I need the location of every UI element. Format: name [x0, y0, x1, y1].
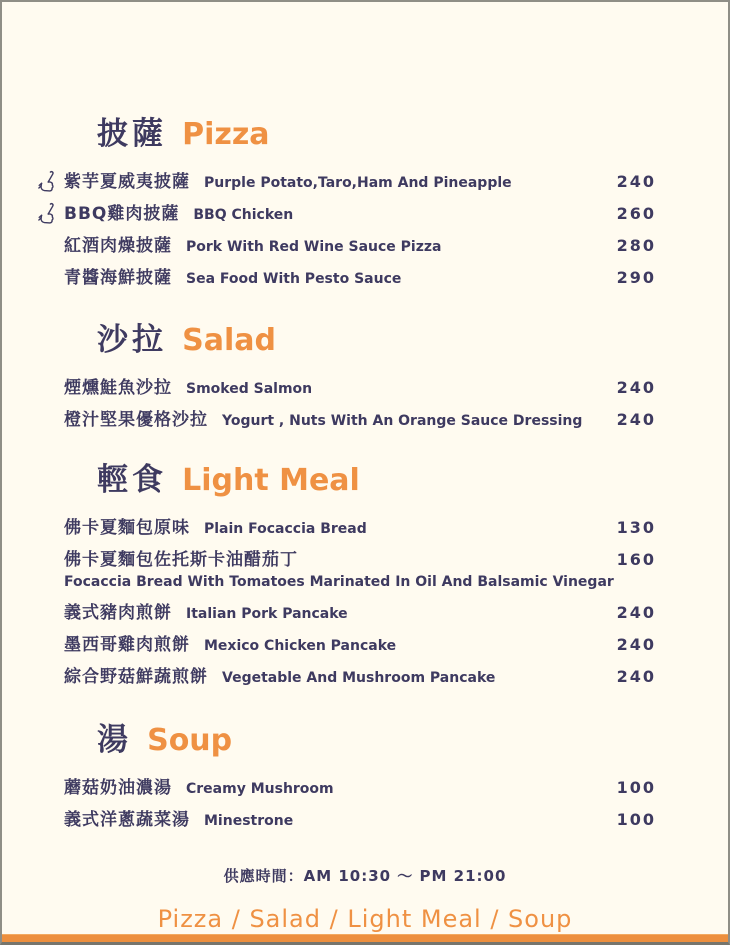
item-price: 100 — [616, 810, 656, 829]
item-price: 240 — [616, 378, 656, 397]
section-items — [2, 173, 728, 288]
section-items — [2, 779, 728, 830]
item-price: 160 — [616, 550, 656, 569]
menu-item-line — [64, 636, 656, 655]
item-name-en: Minestrone — [204, 813, 294, 829]
menu-item-row — [2, 269, 728, 288]
item-name-en: Plain Focaccia Bread — [204, 521, 367, 537]
item-name-zh: 橙汁堅果優格沙拉 — [64, 410, 208, 430]
item-name-en: Yogurt , Nuts With An Orange Sauce Dressing — [222, 413, 583, 429]
menu-item-row — [2, 811, 728, 830]
menu-item-row — [2, 411, 728, 430]
menu-item-line — [64, 237, 656, 256]
section-items — [2, 519, 728, 687]
menu-item-row — [2, 779, 728, 798]
section-title-en: Soup — [147, 723, 233, 758]
section-salad — [2, 316, 728, 443]
item-description: Focaccia Bread With Tomatoes Marinated In Oil And Balsamic Vinegar — [64, 574, 614, 590]
item-name-zh: 紅酒肉燥披薩 — [64, 236, 172, 256]
section-title-en: Pizza — [182, 117, 270, 152]
recommended-hand-icon — [37, 202, 58, 227]
menu-item-row — [2, 519, 728, 538]
section-title — [2, 456, 728, 504]
section-title-zh: 輕食 — [97, 462, 167, 498]
item-name-zh: 墨西哥雞肉煎餅 — [64, 635, 190, 655]
item-name-en: Purple Potato,Taro,Ham And Pineapple — [204, 175, 512, 191]
bottom-accent-bar — [2, 934, 728, 942]
item-name-en: Pork With Red Wine Sauce Pizza — [186, 239, 442, 255]
menu-item-row — [2, 668, 728, 687]
item-price: 240 — [616, 635, 656, 654]
menu-item-row — [2, 173, 728, 192]
item-price: 240 — [616, 410, 656, 429]
menu-item-line — [64, 604, 656, 623]
menu-item-row — [2, 636, 728, 655]
menu-item-row — [2, 205, 728, 224]
menu-item-line — [64, 519, 656, 538]
section-title-zh: 披薩 — [97, 116, 167, 152]
item-price: 240 — [616, 667, 656, 686]
item-price: 240 — [616, 603, 656, 622]
menu-item-line — [64, 269, 656, 288]
item-price: 280 — [616, 236, 656, 255]
section-pizza — [2, 110, 728, 301]
item-name-zh: 紫芋夏威夷披薩 — [64, 172, 190, 192]
item-name-en: Mexico Chicken Pancake — [204, 638, 397, 654]
menu-item-line — [64, 668, 656, 687]
item-name-zh: 佛卡夏麵包原味 — [64, 518, 190, 538]
menu-item-line — [64, 173, 656, 192]
menu-item-line — [64, 779, 656, 798]
item-name-zh: 青醬海鮮披薩 — [64, 268, 172, 288]
menu-item-row — [2, 604, 728, 623]
item-name-en: Vegetable And Mushroom Pancake — [222, 670, 496, 686]
section-title — [2, 716, 728, 764]
item-name-en: Italian Pork Pancake — [186, 606, 348, 622]
item-name-zh: 義式洋蔥蔬菜湯 — [64, 810, 190, 830]
item-name-zh: 佛卡夏麵包佐托斯卡油醋茄丁 — [64, 550, 298, 570]
item-name-zh: 煙燻鮭魚沙拉 — [64, 378, 172, 398]
menu-item-line — [64, 379, 656, 398]
menu-item-line — [64, 205, 656, 224]
section-title-zh: 湯 — [97, 722, 132, 758]
item-name-zh: 綜合野菇鮮蔬煎餅 — [64, 667, 208, 687]
item-name-en: Smoked Salmon — [186, 381, 313, 397]
section-title-en: Salad — [182, 323, 276, 358]
menu-item-row — [2, 551, 728, 591]
item-price: 240 — [616, 172, 656, 191]
item-price: 130 — [616, 518, 656, 537]
item-name-zh: 義式豬肉煎餅 — [64, 603, 172, 623]
menu-item-line — [64, 411, 656, 430]
menu-item-row — [2, 379, 728, 398]
item-name-zh: 蘑菇奶油濃湯 — [64, 778, 172, 798]
recommended-hand-icon — [37, 170, 58, 195]
item-name-en: Creamy Mushroom — [186, 781, 334, 797]
footer-category-nav: Pizza / Salad / Light Meal / Soup — [157, 905, 573, 933]
section-title — [2, 316, 728, 364]
item-name-en: BBQ Chicken — [193, 207, 294, 223]
menu-item-line — [64, 811, 656, 830]
item-price: 290 — [616, 268, 656, 287]
section-light-meal — [2, 456, 728, 700]
section-soup — [2, 716, 728, 843]
menu-item-row — [2, 237, 728, 256]
section-title-zh: 沙拉 — [97, 322, 167, 358]
section-items — [2, 379, 728, 430]
item-name-en: Sea Food With Pesto Sauce — [186, 271, 402, 287]
section-title-en: Light Meal — [182, 463, 360, 498]
item-price: 100 — [616, 778, 656, 797]
service-hours-text: 供應時間：AM 10:30 ～ PM 21:00 — [223, 867, 507, 885]
section-title — [2, 110, 728, 158]
item-price: 260 — [616, 204, 656, 223]
item-name-zh: BBQ雞肉披薩 — [64, 204, 180, 224]
menu-item-line — [64, 551, 656, 569]
